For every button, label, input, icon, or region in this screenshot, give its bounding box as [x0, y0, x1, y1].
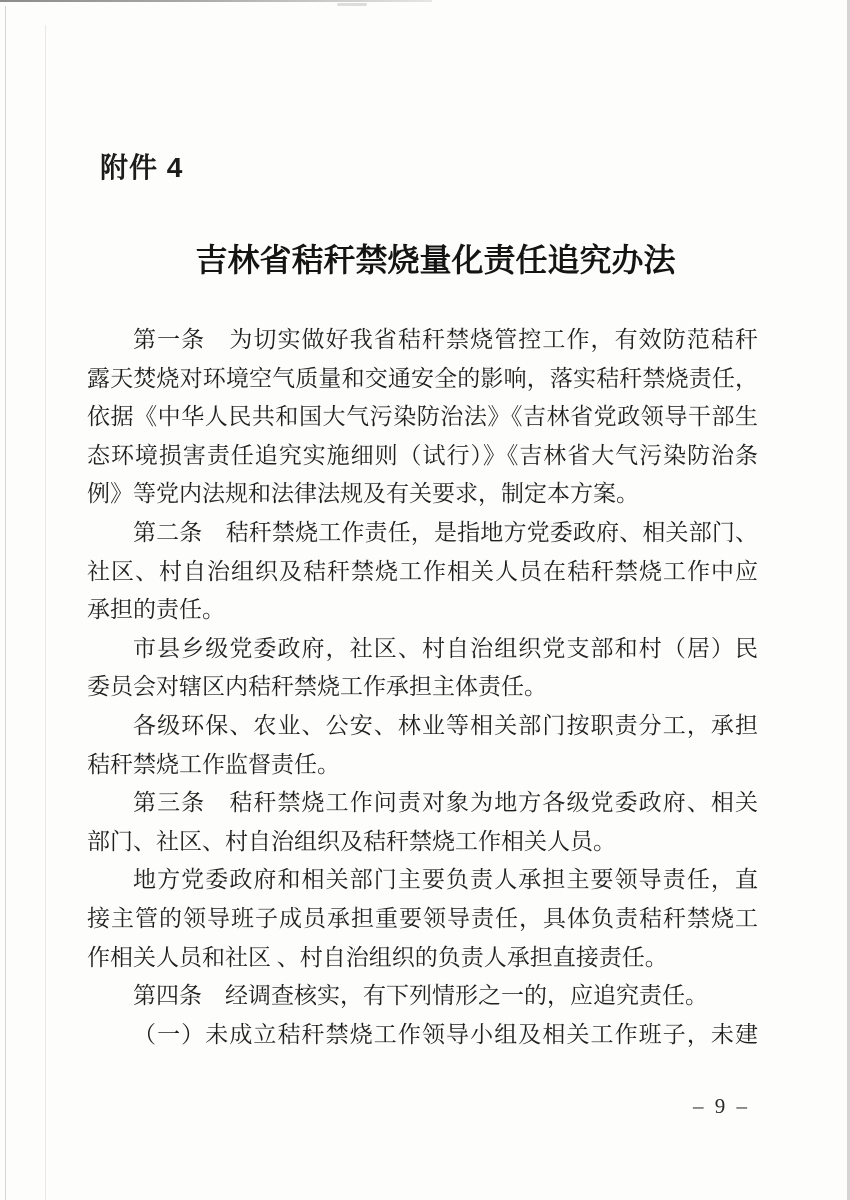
attachment-label: 附件 4 [100, 152, 184, 183]
page-number: – 9 – [693, 1094, 750, 1118]
body-text-line: 依据《中华人民共和国大气污染防治法》《吉林省党政领导干部生 [87, 404, 758, 430]
document-title: 吉林省秸秆禁烧量化责任追究办法 [195, 242, 676, 278]
body-text-line: 地方党委政府和相关部门主要负责人承担主要领导责任，直 [133, 867, 758, 893]
document-body [87, 321, 758, 1054]
body-text-line: 作相关人员和社区 、村自治组织的负责人承担直接责任。 [87, 944, 668, 970]
scan-artifact-left-fold-line [45, 25, 46, 1200]
body-text-line: 委员会对辖区内秸秆禁烧工作承担主体责任。 [87, 674, 547, 700]
body-text-line: 第四条 经调查核实，有下列情形之一的，应追究责任。 [133, 983, 708, 1009]
body-text-line: 露天焚烧对环境空气质量和交通安全的影响，落实秸秆禁烧责任， [87, 365, 758, 391]
scan-artifact-top-edge [0, 0, 432, 2]
body-text-line: （一）未成立秸秆禁烧工作领导小组及相关工作班子，未建 [133, 1021, 758, 1047]
body-text-line: 例》等党内法规和法律法规及有关要求，制定本方案。 [87, 481, 639, 507]
body-text-line: 接主管的领导班子成员承担重要领导责任，具体负责秸秆禁烧工 [87, 905, 758, 931]
body-text-line: 各级环保、农业、公安、林业等相关部门按职责分工，承担 [133, 712, 758, 738]
scan-artifact-smudge [337, 3, 367, 6]
body-text-line: 态环境损害责任追究实施细则（试行）》《吉林省大气污染防治条 [87, 442, 758, 468]
body-text-line: 第一条 为切实做好我省秸秆禁烧管控工作，有效防范秸秆 [133, 327, 758, 352]
body-text-line: 第三条 秸秆禁烧工作问责对象为地方各级党委政府、相关 [133, 790, 758, 816]
body-text-line: 秸秆禁烧工作监督责任。 [87, 751, 340, 777]
body-text-line: 市县乡级党委政府，社区、村自治组织党支部和村（居）民 [133, 635, 758, 661]
body-text-line: 社区、村自治组织及秸秆禁烧工作相关人员在秸秆禁烧工作中应 [87, 558, 758, 584]
body-text-line: 承担的责任。 [87, 597, 225, 623]
body-text-line: 第二条 秸秆禁烧工作责任，是指地方党委政府、相关部门、 [133, 519, 758, 545]
scan-artifact-left-edge [5, 6, 6, 1200]
body-text-line: 部门、社区、村自治组织及秸秆禁烧工作相关人员。 [87, 828, 616, 854]
